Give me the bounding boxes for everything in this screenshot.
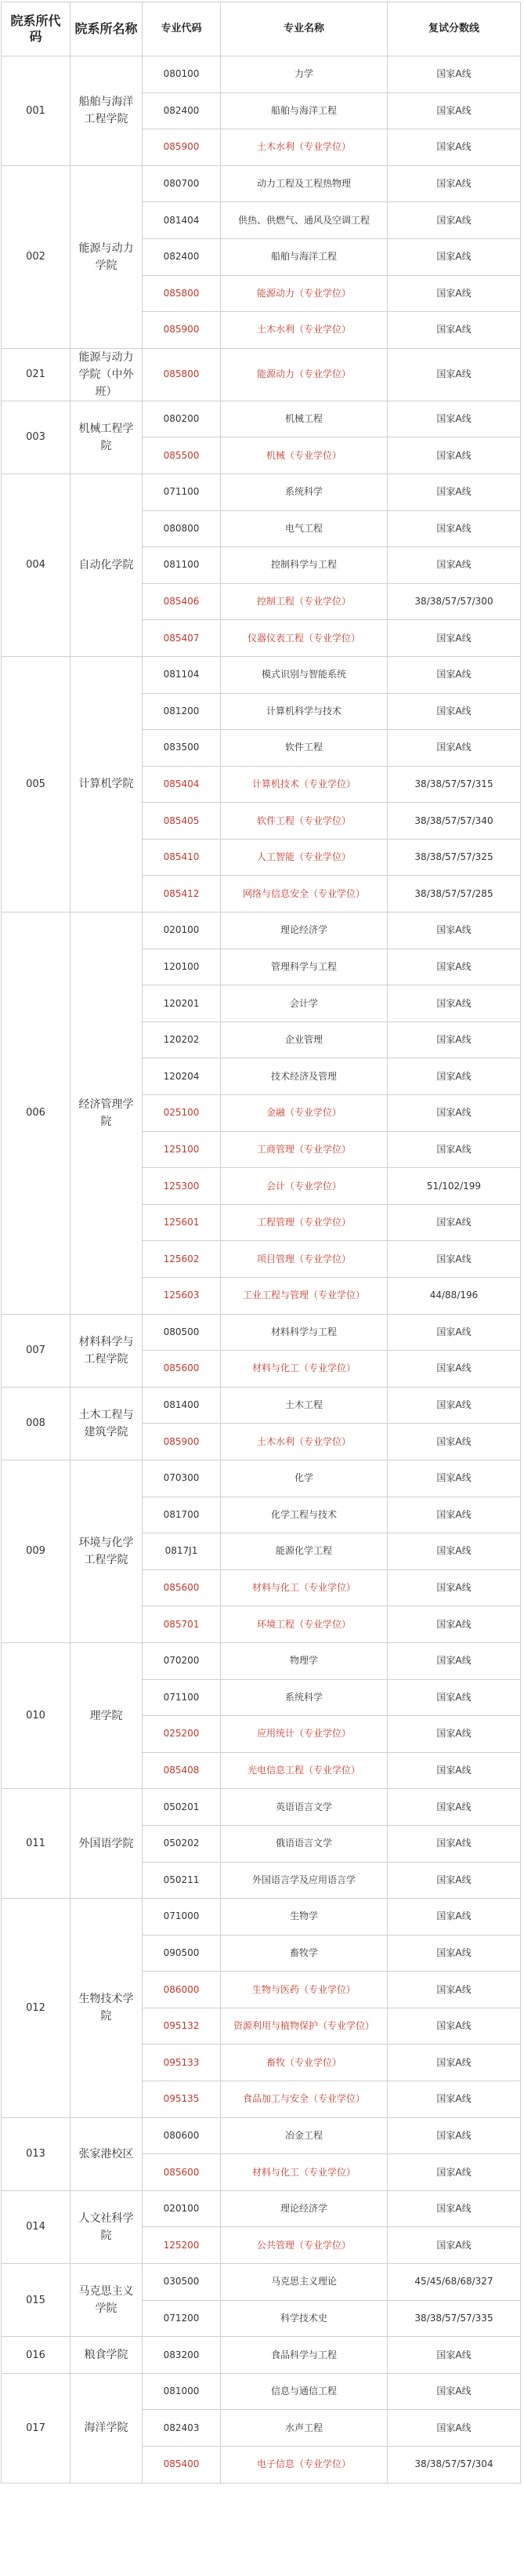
major-name-cell: 土木工程 bbox=[221, 1387, 388, 1424]
table-row bbox=[2, 1314, 521, 1351]
score-cell: 国家A线 bbox=[388, 1021, 521, 1058]
major-code-cell: 085600 bbox=[143, 1569, 221, 1606]
header-major-code: 专业代码 bbox=[143, 2, 221, 56]
dept-name-cell: 理学院 bbox=[70, 1642, 143, 1788]
table-row bbox=[2, 2190, 521, 2227]
score-cell: 国家A线 bbox=[388, 1825, 521, 1862]
table-row bbox=[2, 1460, 521, 1497]
major-name-cell: 金融（专业学位） bbox=[221, 1095, 388, 1132]
major-code-cell: 085600 bbox=[143, 2154, 221, 2191]
score-cell: 国家A线 bbox=[388, 912, 521, 949]
table-row bbox=[2, 2117, 521, 2154]
score-cell: 国家A线 bbox=[388, 275, 521, 312]
dept-code-cell: 012 bbox=[2, 1899, 70, 2118]
dept-code-cell: 017 bbox=[2, 2373, 70, 2483]
major-name-cell: 俄语语言文学 bbox=[221, 1825, 388, 1862]
major-code-cell: 071000 bbox=[143, 1899, 221, 1936]
header-major-name: 专业名称 bbox=[221, 2, 388, 56]
table-row bbox=[2, 1642, 521, 1679]
major-name-cell: 外国语言学及应用语言学 bbox=[221, 1862, 388, 1899]
score-cell: 国家A线 bbox=[388, 2044, 521, 2081]
score-cell: 国家A线 bbox=[388, 56, 521, 93]
dept-name-cell: 海洋学院 bbox=[70, 2373, 143, 2483]
score-cell: 国家A线 bbox=[388, 1679, 521, 1716]
dept-code-cell: 008 bbox=[2, 1387, 70, 1460]
major-code-cell: 085900 bbox=[143, 129, 221, 166]
major-code-cell: 082400 bbox=[143, 238, 221, 275]
score-cell: 国家A线 bbox=[388, 547, 521, 584]
score-cell: 国家A线 bbox=[388, 1460, 521, 1497]
score-cell: 国家A线 bbox=[388, 1972, 521, 2008]
dept-name-cell: 外国语学院 bbox=[70, 1789, 143, 1899]
major-code-cell: 083200 bbox=[143, 2337, 221, 2374]
dept-name-cell: 张家港校区 bbox=[70, 2117, 143, 2190]
major-code-cell: 081100 bbox=[143, 547, 221, 584]
score-cell: 38/38/57/57/315 bbox=[388, 766, 521, 803]
score-cell: 国家A线 bbox=[388, 1716, 521, 1753]
dept-name-cell: 土木工程与建筑学院 bbox=[70, 1387, 143, 1460]
dept-name-cell: 粮食学院 bbox=[70, 2337, 143, 2374]
score-cell: 国家A线 bbox=[388, 1131, 521, 1168]
dept-name-cell: 材料科学与工程学院 bbox=[70, 1314, 143, 1387]
major-name-cell: 工业工程与管理（专业学位） bbox=[221, 1278, 388, 1315]
major-name-cell: 系统科学 bbox=[221, 473, 388, 510]
score-cell: 国家A线 bbox=[388, 401, 521, 437]
score-cell: 38/38/57/57/335 bbox=[388, 2300, 521, 2337]
major-name-cell: 能源动力（专业学位） bbox=[221, 348, 388, 401]
dept-name-cell: 机械工程学院 bbox=[70, 401, 143, 473]
table-row bbox=[2, 656, 521, 693]
header-dept-code: 院系所代码 bbox=[2, 2, 70, 56]
major-code-cell: 081404 bbox=[143, 202, 221, 239]
score-cell: 国家A线 bbox=[388, 1314, 521, 1351]
dept-code-cell: 011 bbox=[2, 1789, 70, 1899]
major-code-cell: 125200 bbox=[143, 2227, 221, 2264]
score-cell: 51/102/199 bbox=[388, 1168, 521, 1205]
table-row bbox=[2, 401, 521, 437]
major-code-cell: 085410 bbox=[143, 839, 221, 876]
table-row bbox=[2, 473, 521, 510]
major-name-cell: 英语语言文学 bbox=[221, 1789, 388, 1826]
table-row bbox=[2, 1899, 521, 1936]
dept-name-cell: 环境与化学工程学院 bbox=[70, 1460, 143, 1642]
major-code-cell: 095132 bbox=[143, 2008, 221, 2044]
dept-code-cell: 015 bbox=[2, 2264, 70, 2337]
major-name-cell: 会计（专业学位） bbox=[221, 1168, 388, 1205]
major-name-cell: 化学工程与技术 bbox=[221, 1497, 388, 1533]
major-code-cell: 085800 bbox=[143, 275, 221, 312]
major-name-cell: 项目管理（专业学位） bbox=[221, 1241, 388, 1278]
major-name-cell: 马克思主义理论 bbox=[221, 2264, 388, 2301]
score-cell: 45/45/68/68/327 bbox=[388, 2264, 521, 2301]
major-code-cell: 080100 bbox=[143, 56, 221, 93]
major-code-cell: 080800 bbox=[143, 510, 221, 547]
table-row bbox=[2, 912, 521, 949]
dept-name-cell: 人文社科学院 bbox=[70, 2190, 143, 2263]
major-code-cell: 085600 bbox=[143, 1351, 221, 1388]
major-code-cell: 085404 bbox=[143, 766, 221, 803]
major-code-cell: 085900 bbox=[143, 312, 221, 349]
dept-name-cell: 计算机学院 bbox=[70, 656, 143, 912]
major-code-cell: 070200 bbox=[143, 1642, 221, 1679]
score-cell: 38/38/57/57/300 bbox=[388, 583, 521, 620]
score-cell: 国家A线 bbox=[388, 1497, 521, 1533]
major-name-cell: 企业管理 bbox=[221, 1021, 388, 1058]
major-code-cell: 125100 bbox=[143, 1131, 221, 1168]
score-cell: 国家A线 bbox=[388, 620, 521, 657]
score-cell: 国家A线 bbox=[388, 1095, 521, 1132]
major-code-cell: 080500 bbox=[143, 1314, 221, 1351]
major-name-cell: 冶金工程 bbox=[221, 2117, 388, 2154]
major-code-cell: 070300 bbox=[143, 1460, 221, 1497]
header-dept-name: 院系所名称 bbox=[70, 2, 143, 56]
score-cell: 国家A线 bbox=[388, 1204, 521, 1241]
major-name-cell: 公共管理（专业学位） bbox=[221, 2227, 388, 2264]
score-cell: 国家A线 bbox=[388, 473, 521, 510]
dept-code-cell: 003 bbox=[2, 401, 70, 473]
major-code-cell: 125603 bbox=[143, 1278, 221, 1315]
major-name-cell: 工商管理（专业学位） bbox=[221, 1131, 388, 1168]
major-name-cell: 电子信息（专业学位） bbox=[221, 2447, 388, 2483]
header-row bbox=[2, 2, 521, 56]
major-name-cell: 食品加工与安全（专业学位） bbox=[221, 2081, 388, 2118]
score-cell: 国家A线 bbox=[388, 2008, 521, 2044]
major-name-cell: 资源利用与植物保护（专业学位） bbox=[221, 2008, 388, 2044]
major-code-cell: 125601 bbox=[143, 1204, 221, 1241]
dept-code-cell: 013 bbox=[2, 2117, 70, 2190]
dept-name-cell: 自动化学院 bbox=[70, 473, 143, 656]
major-code-cell: 125300 bbox=[143, 1168, 221, 1205]
major-name-cell: 船舶与海洋工程 bbox=[221, 93, 388, 129]
dept-name-cell: 经济管理学院 bbox=[70, 912, 143, 1315]
score-table bbox=[1, 2, 521, 2483]
table-row bbox=[2, 165, 521, 202]
table-row bbox=[2, 56, 521, 93]
major-name-cell: 系统科学 bbox=[221, 1679, 388, 1716]
score-cell: 38/38/57/57/340 bbox=[388, 803, 521, 840]
score-cell: 国家A线 bbox=[388, 129, 521, 166]
score-cell: 国家A线 bbox=[388, 312, 521, 349]
major-name-cell: 理论经济学 bbox=[221, 912, 388, 949]
major-name-cell: 机械工程 bbox=[221, 401, 388, 437]
major-name-cell: 技术经济及管理 bbox=[221, 1058, 388, 1095]
score-cell: 国家A线 bbox=[388, 1569, 521, 1606]
score-cell: 国家A线 bbox=[388, 2373, 521, 2410]
score-cell: 国家A线 bbox=[388, 1606, 521, 1643]
major-code-cell: 120201 bbox=[143, 985, 221, 1022]
major-name-cell: 力学 bbox=[221, 56, 388, 93]
dept-code-cell: 021 bbox=[2, 348, 70, 401]
score-cell: 国家A线 bbox=[388, 1058, 521, 1095]
major-name-cell: 软件工程 bbox=[221, 730, 388, 767]
score-cell: 国家A线 bbox=[388, 1789, 521, 1826]
dept-code-cell: 002 bbox=[2, 165, 70, 348]
major-code-cell: 120204 bbox=[143, 1058, 221, 1095]
major-name-cell: 光电信息工程（专业学位） bbox=[221, 1752, 388, 1789]
major-code-cell: 120100 bbox=[143, 949, 221, 985]
major-name-cell: 理论经济学 bbox=[221, 2190, 388, 2227]
major-code-cell: 020100 bbox=[143, 2190, 221, 2227]
dept-code-cell: 014 bbox=[2, 2190, 70, 2263]
major-name-cell: 材料与化工（专业学位） bbox=[221, 1569, 388, 1606]
major-code-cell: 085800 bbox=[143, 348, 221, 401]
major-name-cell: 机械（专业学位） bbox=[221, 437, 388, 474]
score-cell: 38/38/57/57/325 bbox=[388, 839, 521, 876]
major-code-cell: 025200 bbox=[143, 1716, 221, 1753]
score-cell: 38/38/57/57/285 bbox=[388, 876, 521, 912]
major-code-cell: 081000 bbox=[143, 2373, 221, 2410]
major-code-cell: 050211 bbox=[143, 1862, 221, 1899]
score-cell: 国家A线 bbox=[388, 1424, 521, 1460]
major-name-cell: 网络与信息安全（专业学位） bbox=[221, 876, 388, 912]
score-cell: 国家A线 bbox=[388, 238, 521, 275]
score-cell: 国家A线 bbox=[388, 656, 521, 693]
major-code-cell: 085407 bbox=[143, 620, 221, 657]
major-name-cell: 材料与化工（专业学位） bbox=[221, 1351, 388, 1388]
dept-code-cell: 007 bbox=[2, 1314, 70, 1387]
major-code-cell: 085400 bbox=[143, 2447, 221, 2483]
dept-code-cell: 005 bbox=[2, 656, 70, 912]
dept-code-cell: 001 bbox=[2, 56, 70, 166]
major-name-cell: 生物学 bbox=[221, 1899, 388, 1936]
table-row bbox=[2, 2337, 521, 2374]
major-code-cell: 120202 bbox=[143, 1021, 221, 1058]
score-cell: 国家A线 bbox=[388, 1899, 521, 1936]
major-name-cell: 船舶与海洋工程 bbox=[221, 238, 388, 275]
score-cell: 国家A线 bbox=[388, 2410, 521, 2447]
major-name-cell: 仪器仪表工程（专业学位） bbox=[221, 620, 388, 657]
score-cell: 国家A线 bbox=[388, 2337, 521, 2374]
major-name-cell: 应用统计（专业学位） bbox=[221, 1716, 388, 1753]
major-code-cell: 081200 bbox=[143, 693, 221, 730]
score-cell: 国家A线 bbox=[388, 1642, 521, 1679]
major-code-cell: 090500 bbox=[143, 1935, 221, 1972]
major-name-cell: 计算机科学与技术 bbox=[221, 693, 388, 730]
table-row bbox=[2, 2373, 521, 2410]
score-cell: 国家A线 bbox=[388, 693, 521, 730]
major-name-cell: 软件工程（专业学位） bbox=[221, 803, 388, 840]
dept-code-cell: 010 bbox=[2, 1642, 70, 1788]
dept-code-cell: 004 bbox=[2, 473, 70, 656]
major-code-cell: 071100 bbox=[143, 473, 221, 510]
major-name-cell: 计算机技术（专业学位） bbox=[221, 766, 388, 803]
score-cell: 国家A线 bbox=[388, 2154, 521, 2191]
major-code-cell: 085406 bbox=[143, 583, 221, 620]
score-cell: 国家A线 bbox=[388, 2117, 521, 2154]
major-code-cell: 071200 bbox=[143, 2300, 221, 2337]
dept-code-cell: 006 bbox=[2, 912, 70, 1315]
major-name-cell: 食品科学与工程 bbox=[221, 2337, 388, 2374]
major-code-cell: 085412 bbox=[143, 876, 221, 912]
major-code-cell: 083500 bbox=[143, 730, 221, 767]
major-code-cell: 085701 bbox=[143, 1606, 221, 1643]
score-cell: 国家A线 bbox=[388, 165, 521, 202]
major-code-cell: 050202 bbox=[143, 1825, 221, 1862]
major-code-cell: 085900 bbox=[143, 1424, 221, 1460]
table-row bbox=[2, 1789, 521, 1826]
major-name-cell: 电气工程 bbox=[221, 510, 388, 547]
score-cell: 38/38/57/57/304 bbox=[388, 2447, 521, 2483]
major-code-cell: 050201 bbox=[143, 1789, 221, 1826]
major-code-cell: 071100 bbox=[143, 1679, 221, 1716]
score-cell: 国家A线 bbox=[388, 1862, 521, 1899]
dept-name-cell: 船舶与海洋工程学院 bbox=[70, 56, 143, 166]
dept-name-cell: 能源与动力学院（中外班） bbox=[70, 348, 143, 401]
major-name-cell: 环境工程（专业学位） bbox=[221, 1606, 388, 1643]
major-code-cell: 081104 bbox=[143, 656, 221, 693]
major-code-cell: 125602 bbox=[143, 1241, 221, 1278]
score-cell: 国家A线 bbox=[388, 510, 521, 547]
score-cell: 国家A线 bbox=[388, 2081, 521, 2118]
score-cell: 国家A线 bbox=[388, 202, 521, 239]
major-code-cell: 081400 bbox=[143, 1387, 221, 1424]
major-code-cell: 082403 bbox=[143, 2410, 221, 2447]
major-name-cell: 科学技术史 bbox=[221, 2300, 388, 2337]
score-cell: 国家A线 bbox=[388, 2190, 521, 2227]
major-name-cell: 土木水利（专业学位） bbox=[221, 312, 388, 349]
major-name-cell: 模式识别与智能系统 bbox=[221, 656, 388, 693]
major-name-cell: 物理学 bbox=[221, 1642, 388, 1679]
major-code-cell: 085405 bbox=[143, 803, 221, 840]
dept-code-cell: 009 bbox=[2, 1460, 70, 1642]
score-cell: 国家A线 bbox=[388, 1935, 521, 1972]
dept-name-cell: 马克思主义学院 bbox=[70, 2264, 143, 2337]
score-cell: 国家A线 bbox=[388, 1351, 521, 1388]
major-code-cell: 086000 bbox=[143, 1972, 221, 2008]
major-code-cell: 095133 bbox=[143, 2044, 221, 2081]
major-code-cell: 025100 bbox=[143, 1095, 221, 1132]
major-name-cell: 能源动力（专业学位） bbox=[221, 275, 388, 312]
major-code-cell: 0817J1 bbox=[143, 1533, 221, 1570]
major-code-cell: 095135 bbox=[143, 2081, 221, 2118]
major-name-cell: 材料与化工（专业学位） bbox=[221, 2154, 388, 2191]
major-name-cell: 动力工程及工程热物理 bbox=[221, 165, 388, 202]
score-cell: 国家A线 bbox=[388, 348, 521, 401]
major-name-cell: 水声工程 bbox=[221, 2410, 388, 2447]
table-row bbox=[2, 2264, 521, 2301]
table-row bbox=[2, 1387, 521, 1424]
major-name-cell: 能源化学工程 bbox=[221, 1533, 388, 1570]
table-row bbox=[2, 348, 521, 401]
score-cell: 国家A线 bbox=[388, 1752, 521, 1789]
major-code-cell: 030500 bbox=[143, 2264, 221, 2301]
major-code-cell: 082400 bbox=[143, 93, 221, 129]
major-name-cell: 控制科学与工程 bbox=[221, 547, 388, 584]
major-name-cell: 生物与医药（专业学位） bbox=[221, 1972, 388, 2008]
major-name-cell: 材料科学与工程 bbox=[221, 1314, 388, 1351]
table-body bbox=[2, 56, 521, 2483]
major-name-cell: 工程管理（专业学位） bbox=[221, 1204, 388, 1241]
dept-name-cell: 生物技术学院 bbox=[70, 1899, 143, 2118]
score-cell: 国家A线 bbox=[388, 1533, 521, 1570]
major-name-cell: 管理科学与工程 bbox=[221, 949, 388, 985]
major-name-cell: 土木水利（专业学位） bbox=[221, 129, 388, 166]
major-name-cell: 人工智能（专业学位） bbox=[221, 839, 388, 876]
score-cell: 国家A线 bbox=[388, 1241, 521, 1278]
dept-name-cell: 能源与动力学院 bbox=[70, 165, 143, 348]
score-cell: 国家A线 bbox=[388, 730, 521, 767]
major-name-cell: 化学 bbox=[221, 1460, 388, 1497]
major-code-cell: 080200 bbox=[143, 401, 221, 437]
major-code-cell: 085408 bbox=[143, 1752, 221, 1789]
score-cell: 国家A线 bbox=[388, 985, 521, 1022]
major-name-cell: 畜牧（专业学位） bbox=[221, 2044, 388, 2081]
major-name-cell: 供热、供燃气、通风及空调工程 bbox=[221, 202, 388, 239]
major-name-cell: 会计学 bbox=[221, 985, 388, 1022]
major-code-cell: 080600 bbox=[143, 2117, 221, 2154]
major-name-cell: 控制工程（专业学位） bbox=[221, 583, 388, 620]
score-cell: 44/88/196 bbox=[388, 1278, 521, 1315]
score-cell: 国家A线 bbox=[388, 93, 521, 129]
header-score: 复试分数线 bbox=[388, 2, 521, 56]
score-cell: 国家A线 bbox=[388, 2227, 521, 2264]
major-name-cell: 土木水利（专业学位） bbox=[221, 1424, 388, 1460]
major-name-cell: 畜牧学 bbox=[221, 1935, 388, 1972]
major-code-cell: 081700 bbox=[143, 1497, 221, 1533]
dept-code-cell: 016 bbox=[2, 2337, 70, 2374]
score-cell: 国家A线 bbox=[388, 1387, 521, 1424]
major-code-cell: 080700 bbox=[143, 165, 221, 202]
major-name-cell: 信息与通信工程 bbox=[221, 2373, 388, 2410]
score-cell: 国家A线 bbox=[388, 437, 521, 474]
score-cell: 国家A线 bbox=[388, 949, 521, 985]
major-code-cell: 020100 bbox=[143, 912, 221, 949]
major-code-cell: 085500 bbox=[143, 437, 221, 474]
